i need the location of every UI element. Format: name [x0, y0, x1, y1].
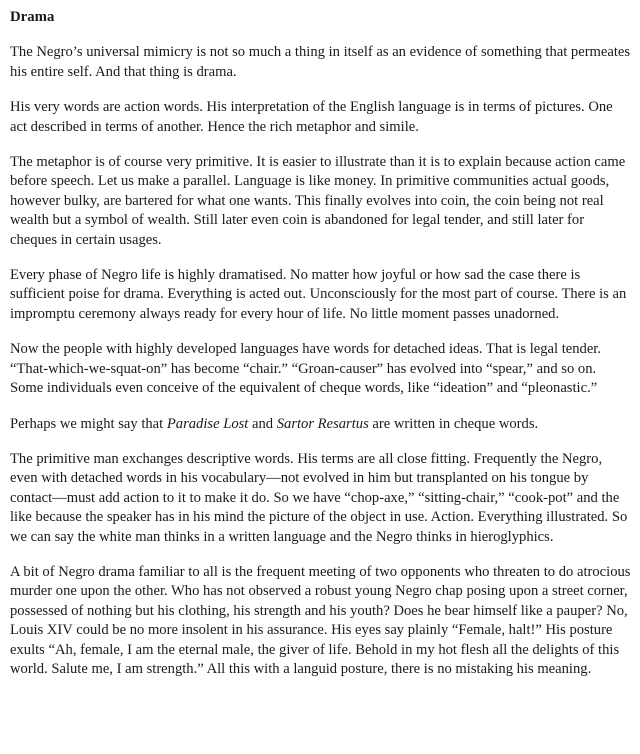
text-run: and [248, 415, 277, 432]
paragraph-6 [10, 415, 632, 434]
paragraph-5 [10, 340, 632, 398]
paragraph-1 [10, 43, 632, 82]
paragraph-2 [10, 98, 632, 137]
section-heading: Drama [10, 9, 55, 25]
paragraph-4 [10, 266, 632, 324]
book-title-paradise-lost: Paradise Lost [166, 415, 249, 432]
document-content [10, 8, 632, 679]
text-run: Every phase of Negro life is highly dramatised. No matter how joyful or how sad the case there is sufficient poise for drama. Everything is acted out. Unconsciously for the most part of course. There is an impromptu ceremony always ready for every hour of life. No little moment passes unadorned. [10, 267, 627, 322]
paragraph-8 [10, 563, 632, 679]
text-run: His very words are action words. His interpretation of the English language is in terms of pictures. One act described in terms of another. Hence the rich metaphor and simile. [10, 99, 613, 135]
book-title-sartor-resartus: Sartor Resartus [276, 415, 369, 432]
text-run: The primitive man exchanges descriptive words. His terms are all close fitting. Frequently the Negro, even with detached words in his vocabulary—not evolved in him but transplanted on his tongue by contact—must add action to it to make it do. So we have “chop-axe,” “sitting-chair,” “cook-pot” and the like because the speaker has in his mind the picture of the object in use. Action. Everything illustrated. So we can say the white man thinks in a written language and the Negro thinks in hieroglyphics. [10, 450, 628, 545]
text-run: Perhaps we might say that [10, 415, 167, 432]
text-run: Now the people with highly developed languages have words for detached ideas. That is legal tender. “That-which-we-squat-on” has become “chair.” “Groan-causer” has evolved into “spear,” and so on. Some individuals even conceive of the equivalent of cheque words, like “ideation” and “pleonastic.” [10, 341, 602, 397]
text-run: The Negro’s universal mimicry is not so much a thing in itself as an evidence of something that permeates his entire self. And that thing is drama. [10, 44, 631, 80]
text-run: A bit of Negro drama familiar to all is the frequent meeting of two opponents who threaten to do atrocious murder one upon the other. Who has not observed a robust young Negro chap posing upon a street corner, possessed of nothing but his clothing, his strength and his youth? Does he bear himself like a pauper? No, Louis XIV could be no more insolent in his assurance. His eyes say plainly “Female, halt!” His posture exults “Ah, female, I am the eternal male, the giver of life. Behold in my hot flesh all the delights of this world. Salute me, I am strength.” All this with a languid posture, there is no mistaking his meaning. [10, 563, 631, 677]
paragraph-7 [10, 450, 632, 547]
paragraph-3 [10, 153, 632, 250]
text-run: The metaphor is of course very primitive. It is easier to illustrate than it is to explain because action came before speech. Let us make a parallel. Language is like money. In primitive communities actual goods, however bulky, are bartered for what one wants. This finally evolves into coin, the coin being not real wealth but a symbol of wealth. Still later even coin is abandoned for legal tender, and still later for cheques in certain usages. [10, 154, 626, 248]
text-run: are written in cheque words. [368, 415, 539, 432]
